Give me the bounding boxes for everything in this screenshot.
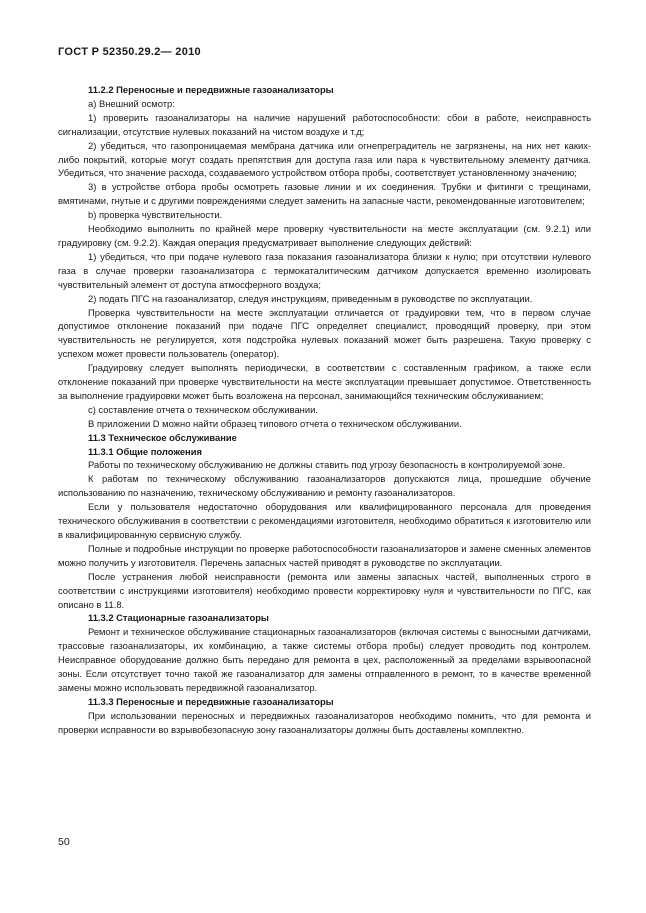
- section-heading: 11.3.3 Переносные и передвижные газоанализаторы: [88, 695, 334, 707]
- body-paragraph: 3) в устройстве отбора пробы осмотреть газовые линии и их соединения. Трубки и фитинги с трещинами, вмятинами, гнутые и с другими повреждениями следует заменить на запасные части, рекомендованные изготовителем;: [58, 181, 591, 207]
- body-paragraph: а) Внешний осмотр:: [88, 97, 175, 109]
- body-paragraph: 2) подать ПГС на газоанализатор, следуя инструкциям, приведенным в руководстве по эксплуатации.: [88, 292, 533, 304]
- body-paragraph: 2) убедиться, что газопроницаемая мембрана датчика или огнепреградитель не загрязнены, на них нет каких-либо покрытий, которые могут создать препятствия для доступа газа или пара к чувствительному элементу датчика. Убедиться, что значение расхода, создаваемого устройством отбора пробы, соответствует установленному значению;: [58, 139, 591, 179]
- body-paragraph: b) проверка чувствительности.: [88, 209, 223, 221]
- body-paragraph: Если у пользователя недостаточно оборудования или квалифицированного персонала для проведения технического обслуживания в соответствии с рекомендациями изготовителя, необходимо обратиться к изготовителю или в квалифицированную сервисную службу.: [58, 501, 591, 540]
- section-heading: 11.3.2 Стационарные газоанализаторы: [88, 612, 269, 624]
- body-paragraph: К работам по техническому обслуживанию газоанализаторов допускаются лица, прошедшие обучение использованию по назначению, техническому обслуживанию и ремонту газоанализаторов.: [58, 473, 591, 499]
- section-heading: 11.2.2 Переносные и передвижные газоанализаторы: [88, 84, 334, 95]
- body-paragraph: В приложении D можно найти образец типового отчета о техническом обслуживании.: [88, 417, 462, 429]
- page-number: 50: [58, 836, 70, 848]
- body-paragraph: При использовании переносных и передвижных газоанализаторов необходимо помнить, что для ремонта и проверки исправности во взрывобезопасную зону газоанализаторы должны быть доставлены комплектно.: [58, 709, 591, 735]
- body-paragraph: Проверка чувствительности на месте эксплуатации отличается от градуировки тем, что в первом случае допустимое отклонение показаний при подаче ПГС определяет специалист, проводящий проверку, при этом чувствительность не регулируется, хотя подстройка нулевых показаний может быть разрешена. Такую проверку с успехом может провести пользователь (оператор).: [58, 306, 591, 360]
- body-paragraph: 1) убедиться, что при подаче нулевого газа показания газоанализатора близки к нулю; при отсутствии нулевого газа в случае проверки газоанализатора с термокаталитическим датчиком допускается временно изолировать чувствительный элемент от доступа атмосферного воздуха;: [58, 250, 591, 290]
- body-paragraph: Ремонт и техническое обслуживание стационарных газоанализаторов (включая системы с выносными датчиками, трассовые газоанализаторы, их комбинацию, а также системы отбора пробы) следует проводить под контролем. Неисправное оборудование должно быть передано для ремонта в цех, расположенный за пределами взрывоопасной зоны. Если отсутствует точно такой же газоанализатор для замены отправленного в ремонт, то в качестве временной замены можно использовать передвижной газоанализатор.: [58, 626, 591, 693]
- body-paragraph: После устранения любой неисправности (ремонта или замены запасных частей, выполненных строго в соответствии с инструкциями изготовителя) необходимо провести корректировку нуля и чувствительности по ПГС, как описано в 11.8.: [58, 570, 591, 610]
- body-paragraph: Работы по техническому обслуживанию не должны ставить под угрозу безопасность в контролируемой зоне.: [88, 459, 566, 471]
- body-paragraph: Необходимо выполнить по крайней мере проверку чувствительности на месте эксплуатации (см. 9.2.1) или градуировку (см. 9.2.2). Каждая операция предусматривает выполнение следующих действий:: [58, 223, 591, 248]
- section-heading: 11.3 Техническое обслуживание: [88, 431, 237, 443]
- document-header: ГОСТ Р 52350.29.2— 2010: [58, 46, 201, 58]
- body-paragraph: с) составление отчета о техническом обслуживании.: [88, 403, 318, 415]
- body-paragraph: Полные и подробные инструкции по проверке работоспособности газоанализаторов и замене сменных элементов можно получить у изготовителя. Перечень запасных частей приводят в руководстве по эксплуатации.: [58, 542, 591, 568]
- section-heading: 11.3.1 Общие положения: [88, 445, 202, 457]
- body-paragraph: 1) проверить газоанализаторы на наличие нарушений работоспособности: сбои в работе, неисправность сигнализации, отсутствие нулевых показаний на чистом воздухе и т.д;: [58, 111, 591, 137]
- document-body: [58, 83, 591, 737]
- body-paragraph: Градуировку следует выполнять периодически, в соответствии с составленным графиком, а также если отклонение показаний при проверке чувствительности на месте эксплуатации превышает допустимое. Ответственность за выполнение градуировки может быть возложена на персонал, занимающийся техническим обслуживанием;: [58, 362, 591, 401]
